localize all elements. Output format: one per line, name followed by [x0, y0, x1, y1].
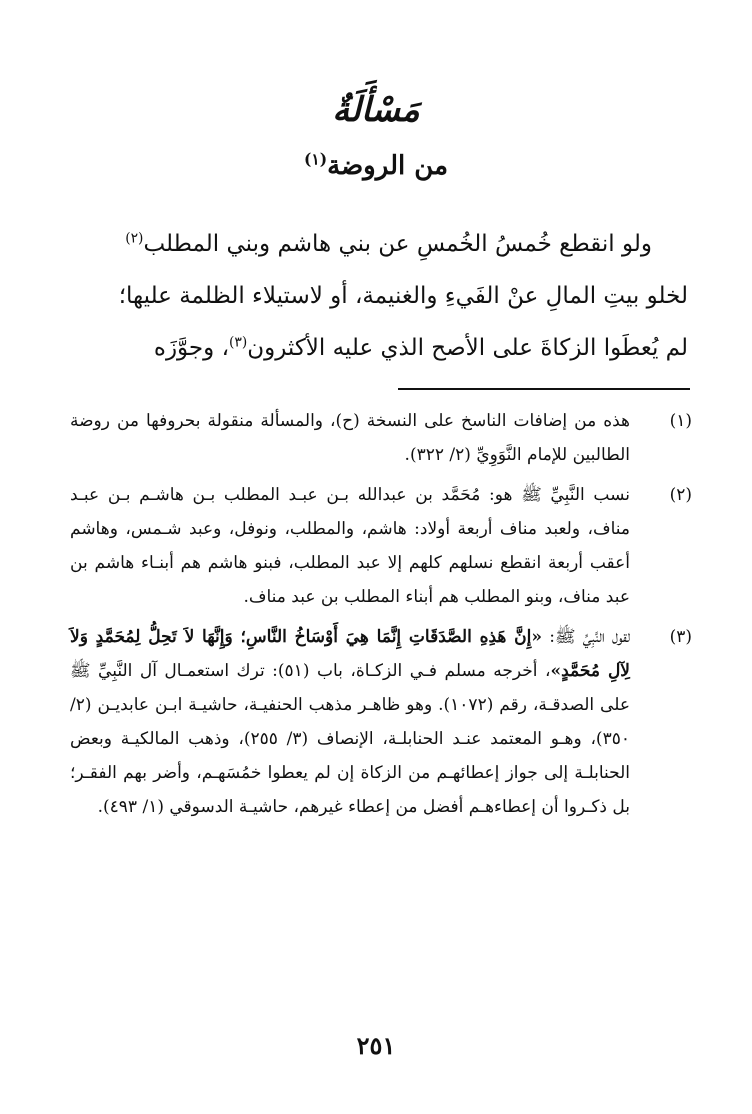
footnote-2	[70, 478, 692, 614]
source-label: من الروضة	[327, 151, 448, 181]
main-line-1-text: ولو انقطع خُمسُ الخُمسِ عن بني هاشم وبني المطلب	[143, 231, 652, 257]
footnote-text	[70, 620, 630, 824]
section-source-heading	[0, 146, 752, 186]
main-line-2: لخلو بيتِ المالِ عنْ الفَيءِ والغنيمة، أو لاستيلاء الظلمة عليها؛	[118, 283, 688, 309]
footnote-number: (٣)	[669, 627, 692, 647]
main-line-1	[78, 218, 688, 270]
footnotes	[70, 404, 692, 830]
footnote-3	[70, 620, 692, 824]
footnote-lead: لقول النَّبِيِّ ﷺ:	[542, 627, 630, 647]
footnote-ref-1: (١)	[303, 149, 328, 169]
main-line-3-text-b: ، وجوَّزَه	[153, 335, 229, 361]
footnote-1	[70, 404, 692, 472]
footnote-body: ، أخرجه مسلم فـي الزكـاة، باب (٥١): ترك استعمـال آل النَّبِيِّ ﷺ على الصدقـة، رقم (١٠٧٢). وهو ظاهـر مذهب الحنفيـة، حاشيـة ابـن عابديـن (٢/ ٣٥٠)، وهـو المعتمد عنـد الحنابلـة، الإنصاف (٣/ ٢٥٥)، وذهب المالكيـة وبعض الحنابلـة إلى جواز إعطائهـم من الزكاة إن لم يعطوا خمُسَهـم، وأضر بهم الفقـر؛ بل ذكـروا أن إعطاءهـم أفضل من إعطاء غيرهم، حاشيـة الدسوقي (١/ ٤٩٣).	[70, 661, 630, 817]
footnote-ref-2: (٢)	[125, 230, 144, 247]
hadith-quote: «إِنَّ هَذِهِ الصَّدَقَاتِ إِنَّمَا هِيَ أَوْسَاخُ النَّاسِ؛ وَإِنَّهَا لاَ تَحِلُّ لِمُحَمَّدٍ وَلاَ لِآلِ مُحَمَّدٍ»	[70, 627, 630, 681]
footnote-number: (١)	[669, 411, 692, 431]
footnote-separator	[398, 388, 690, 390]
page-number: ٢٥١	[356, 1031, 396, 1060]
footnote-text: نسب النَّبِيِّ ﷺ هو: مُحَمَّد بن عبدالله بـن عبـد المطلب بـن هاشـم بـن عبـد مناف، ولعبد مناف أربعة أولاد: هاشم، والمطلب، ونوفل، وعبد شـمس، وهاشم أعقب أربعة انقطع نسلهم كلهم إلا عبد المطلب، فبنو هاشم هم أبنـاء هاشم بن عبد مناف، وبنو المطلب هم أبناء المطلب بن عبد مناف.	[70, 485, 630, 607]
footnote-number: (٢)	[669, 485, 692, 505]
section-title-masala: مَسْأَلَةٌ	[332, 90, 420, 130]
main-line-3-text-a: لم يُعطَوا الزكاةَ على الأصح الذي عليه الأكثرون	[247, 335, 688, 361]
footnote-text: هذه من إضافات الناسخ على النسخة (ح)، والمسألة منقولة بحروفها من روضة الطالبين للإمام النَّوَوِيِّ (٢/ ٣٢٢).	[70, 411, 630, 465]
footnote-ref-3: (٣)	[229, 334, 248, 351]
main-line-3	[78, 322, 688, 374]
main-text	[78, 218, 688, 374]
